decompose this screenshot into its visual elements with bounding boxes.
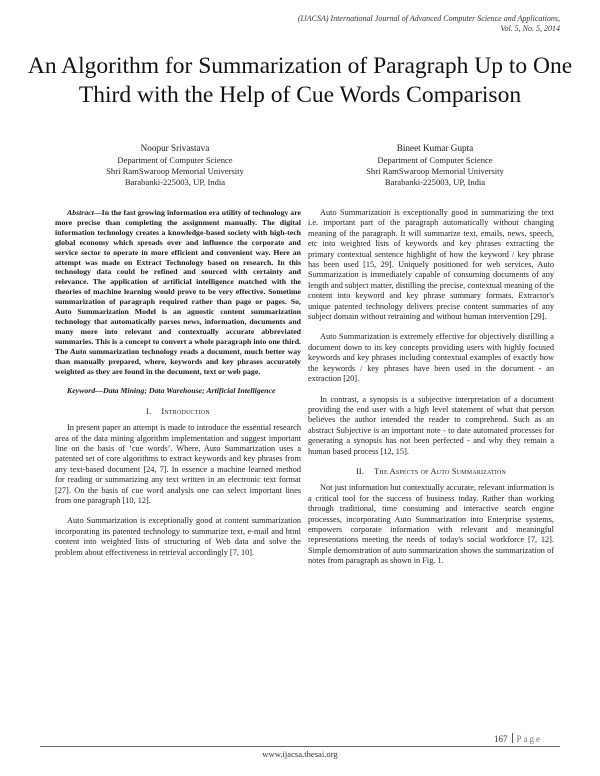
paragraph: Auto Summarization is exceptionally good in summarizing the text i.e. important part of the paragraph automatically without changing meaning of the paragraph. It will summarize text, emails, news, speech, etc into weighted lists of keywords and key phrases extracting the primary contextual sentence highlight of how the keyword / key phrase has been used [15, 29]. Uniquely positioned for web services, Auto Summarization is immediately capable of consuming documents of any length and subject matter, distilling the precise, contextual meaning of the content into keyword and key phrase summary formats. Extractor's unique patented technology delivers precise content summaries of any subject domain without retraining and without human intervention [29]. [308, 208, 554, 322]
journal-name: (IJACSA) International Journal of Advanced Computer Science and Applications, [297, 14, 560, 23]
keywords-text: —Data Mining; Data Warehouse; Artificial Intelligence [95, 386, 276, 396]
keywords [55, 386, 301, 396]
keywords-label: Keyword [67, 386, 96, 396]
right-column [308, 208, 554, 577]
section-heading-introduction: I. Introduction [146, 406, 210, 416]
journal-url: www.ijacsa.thesai.org [262, 749, 338, 759]
author-name: Bineet Kumar Gupta [396, 143, 474, 153]
paragraph: In contrast, a synopsis is a subjective interpretation of a document providing the end user with a high level statement of what that person believes the author intended the reader to comprehend. Such as an abstract Subjective is an important note - to date automated processes for generating a synopsis has not been perfected - and why they remain a human based process [12, 15]. [308, 394, 554, 456]
author-university: Shri RamSwaroop Memorial University [106, 166, 244, 176]
author-name: Noopur Srivastava [140, 143, 210, 153]
paragraph: Auto Summarization is extremely effective for objectively distilling a document down to its key concepts providing users with highly focused keywords and key phrases including contextual examples of exactly how the keywords / key phrases have been used in the document - an extraction [20]. [308, 332, 554, 384]
paragraph: Not just information but contextually accurate, relevant information is a critical tool for the success of business today. Rather than working through traditional, time consuming and interactive search engine processes, incorporating Auto Summarization into Enterprise systems, empowers corporate information with relevant and meaningful representations meeting the needs of today's social workforce [7, 12]. Simple demonstration of auto summarization shows the summarization of notes from paragraph as shown in Fig. 1. [308, 483, 554, 566]
section-heading-aspects: II. The Aspects of Auto Summarization [355, 466, 507, 476]
author-block-1 [75, 143, 275, 188]
author-department: Department of Computer Science [117, 155, 233, 165]
left-column [55, 208, 301, 568]
author-block-2 [335, 143, 535, 188]
abstract-text: —In the fast growing information era utility of technology are more precise than completing the assignment manually. The digital information technology creates a knowledge-based society with high-tech global economy which spreads over and influence the corporate and service sector to operate in more efficient and convenient way. Here an attempt was made on Extract Technology based on research. In this technology data could be refined and sourced with certainty and relevance. The application of artificial intelligence matched with the theories of machine learning would prove to be very effective. Sometime summarization of paragraph required rather than page or pages. So, Auto Summarization Model is an agnostic content summarization technology that automatically parses news, information, documents and many more into relevant and contextually accurate abbreviated summaries. This is a concept to convert a whole paragraph into one third. The Auto summarization technology reads a document, much better way than manually prepared, where, keywords and key phrases accurately weighted as they are found in the document, text or web page. [55, 208, 301, 376]
paragraph: In present paper an attempt is made to introduce the essential research area of the data mining algorithm implementation and suggest important line on the basis of ‘cue words’. Where, Auto Summarization uses a patented set of core algorithms to extract keywords and key phrases from any text-based document [24, 7]. In essence a machine learned method for reading or summarizing any text written in an electronic text format [27]. On the basis of cue word analysis one can select important lines from one paragraph [10, 12]. [55, 423, 301, 506]
divider [512, 733, 513, 743]
journal-header [298, 14, 560, 34]
author-university: Shri RamSwaroop Memorial University [366, 166, 504, 176]
author-location: Barabanki-225003, UP, India [384, 177, 486, 187]
abstract-label: Abstract [67, 208, 94, 217]
author-location: Barabanki-225003, UP, India [124, 177, 226, 187]
abstract [55, 208, 301, 376]
journal-volume: Vol. 5, No. 5, 2014 [500, 24, 560, 33]
paragraph: Auto Summarization is exceptionally good at content summarization incorporating its patented technology to summarize text, e-mail and html content into weighted lists of structuring of Web data and solve the problem about effectiveness in retrieval accordingly [7, 10]. [55, 516, 301, 557]
footer-rule [40, 746, 560, 747]
page-number: 167 Page [494, 734, 542, 744]
author-department: Department of Computer Science [377, 155, 493, 165]
paper-title: An Algorithm for Summarization of Paragraph Up to One Third with the Help of Cue Words Comparison [27, 53, 573, 108]
